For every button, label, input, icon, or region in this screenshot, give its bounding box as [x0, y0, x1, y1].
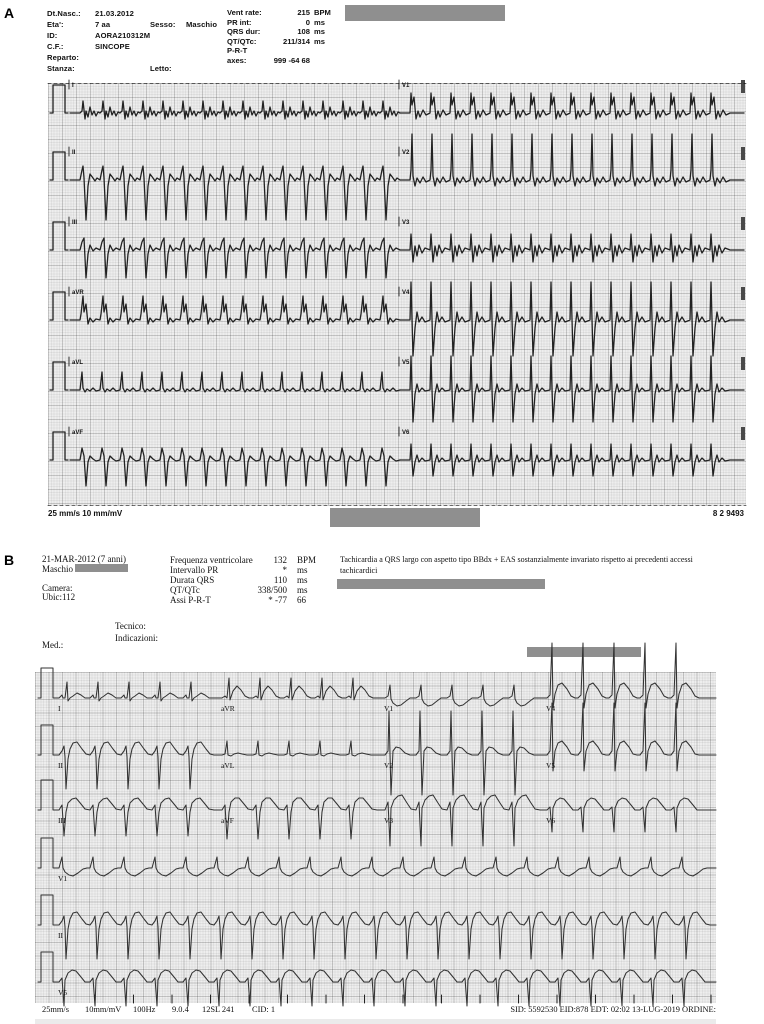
- redaction-bar: [337, 579, 545, 589]
- field-label: ID:: [47, 31, 58, 40]
- svg-text:V1: V1: [384, 704, 394, 713]
- field-value: SINCOPE: [95, 42, 130, 51]
- tecnico-label: Tecnico:: [115, 621, 146, 631]
- calibration-text: 25 mm/s 10 mm/mV: [48, 509, 123, 518]
- vital-value: 0: [305, 17, 310, 27]
- field-label: Stanza:: [47, 64, 75, 73]
- svg-text:V1: V1: [402, 83, 410, 89]
- measure-unit: BPM: [297, 555, 317, 565]
- svg-text:III: III: [72, 220, 78, 226]
- record-code: 8 2 9493: [712, 509, 744, 518]
- vitals-a: [227, 8, 331, 66]
- measure-value: *: [282, 565, 287, 575]
- patient-row: [47, 19, 217, 30]
- field-label: Dt.Nasc.:: [47, 9, 81, 18]
- vital-row: [227, 27, 331, 37]
- vital-label: P-R-T axes:: [227, 46, 248, 65]
- redaction-bar: [75, 564, 128, 572]
- svg-text:V4: V4: [402, 290, 410, 296]
- svg-text:II: II: [58, 761, 63, 770]
- panel-b-label: B: [4, 552, 15, 568]
- measure-row: [170, 555, 317, 565]
- ecg-waveform-a: [48, 83, 746, 506]
- field-label: Reparto:: [47, 53, 80, 62]
- measure-unit: 66: [297, 595, 306, 605]
- vital-label: QT/QTc:: [227, 36, 257, 46]
- svg-text:I: I: [58, 704, 61, 713]
- field-value: AORA210312M: [95, 31, 151, 40]
- field-label: Letto:: [150, 64, 172, 73]
- measure-row: [170, 575, 308, 585]
- svg-text:V3: V3: [402, 220, 410, 226]
- svg-text:II: II: [72, 150, 76, 156]
- field-value: Maschio: [186, 20, 218, 29]
- measure-label: QT/QTc: [170, 585, 200, 595]
- exam-date: 21-MAR-2012 (7 anni): [42, 554, 126, 564]
- svg-text:V2: V2: [402, 150, 410, 156]
- patient-info-b: [42, 555, 126, 603]
- indicazioni-label: Indicazioni:: [115, 633, 158, 643]
- svg-text:III: III: [58, 816, 66, 825]
- measure-label: Frequenza ventricolare: [170, 555, 253, 565]
- svg-text:aVL: aVL: [72, 360, 84, 366]
- vital-unit: ms: [314, 36, 325, 46]
- svg-text:V5: V5: [546, 761, 556, 770]
- field-value: Ubic:112: [42, 592, 76, 603]
- svg-text:V6: V6: [546, 816, 556, 825]
- field-value: 21.03.2012: [95, 9, 135, 18]
- vital-value: 999 -64 68: [273, 55, 310, 65]
- vital-row: [227, 8, 331, 18]
- panel-a-label: A: [4, 5, 15, 21]
- measurements-b: [170, 555, 317, 605]
- field-label: Eta':: [47, 20, 64, 29]
- measure-row: [170, 565, 308, 575]
- measure-value: 338/500: [257, 585, 287, 595]
- vital-label: PR int:: [227, 17, 252, 27]
- sex-value: Maschio: [42, 563, 73, 574]
- svg-text:V5: V5: [58, 988, 68, 997]
- ecg-grid-b: [35, 672, 716, 1003]
- measure-label: Durata QRS: [170, 575, 215, 585]
- field-label: C.F.:: [47, 42, 64, 51]
- measure-value: * -77: [268, 595, 287, 605]
- measure-value: 110: [273, 575, 287, 585]
- patient-row: [47, 8, 217, 19]
- redaction-bar: [330, 508, 480, 527]
- redaction-bar: [345, 5, 505, 21]
- svg-text:aVR: aVR: [221, 704, 235, 713]
- cid-text: CID: 1: [252, 1005, 276, 1014]
- bottom-grid-strip: [35, 1019, 716, 1024]
- vital-label: Vent rate:: [227, 8, 262, 17]
- vital-row: [227, 46, 331, 65]
- measure-unit: ms: [297, 565, 308, 575]
- diagnosis-text: Tachicardia a QRS largo con aspetto tipo BBdx + EAS sostanzialmente invariato rispetto ai precedenti accessi tachicardici: [340, 555, 693, 575]
- patient-info-a: [47, 8, 217, 74]
- vital-value: 215: [297, 8, 310, 17]
- measure-unit: ms: [297, 585, 308, 595]
- svg-text:aVF: aVF: [221, 816, 234, 825]
- svg-text:V5: V5: [402, 360, 410, 366]
- vital-label: QRS dur:: [227, 27, 261, 37]
- svg-text:V4: V4: [546, 704, 556, 713]
- svg-text:V3: V3: [384, 816, 394, 825]
- vital-unit: ms: [314, 17, 325, 27]
- vital-unit: BPM: [314, 8, 331, 17]
- svg-text:V6: V6: [402, 430, 410, 436]
- sid-text: SID: 5592530 EID:878 EDT: 02:02 13-LUG-2019 ORDINE:: [510, 1005, 716, 1014]
- patient-row: [47, 63, 217, 74]
- measure-label: Intervallo PR: [170, 565, 219, 575]
- svg-text:V1: V1: [58, 874, 68, 883]
- svg-text:aVF: aVF: [72, 430, 84, 436]
- patient-row: [47, 30, 217, 41]
- measure-unit: ms: [297, 575, 308, 585]
- vital-row: [227, 37, 331, 47]
- gain-text: 10mm/mV: [85, 1005, 122, 1014]
- measure-label: Assi P-R-T: [170, 595, 211, 605]
- measure-value: 132: [273, 555, 287, 565]
- patient-row: [47, 41, 217, 52]
- vital-value: 211/314: [282, 36, 310, 46]
- vital-row: [227, 18, 331, 28]
- svg-text:aVR: aVR: [72, 290, 84, 296]
- measure-row: [170, 595, 306, 605]
- patient-row: [47, 52, 217, 63]
- redaction-bar: [527, 647, 641, 657]
- version-text: 9.0.4: [172, 1005, 189, 1014]
- svg-text:I: I: [72, 83, 74, 89]
- med-label: Med.:: [42, 640, 64, 650]
- speed-text: 25mm/s: [42, 1005, 69, 1014]
- field-value: 7 aa: [95, 20, 111, 29]
- field-label: Camera:: [42, 582, 73, 593]
- ecg-waveform-b: [35, 672, 716, 1003]
- vital-value: 108: [297, 27, 310, 37]
- svg-text:II: II: [58, 931, 63, 940]
- algorithm-text: 12SL 241: [202, 1005, 235, 1014]
- svg-text:aVL: aVL: [221, 761, 235, 770]
- field-label: Sesso:: [150, 20, 176, 29]
- svg-text:V2: V2: [384, 761, 394, 770]
- vital-unit: ms: [314, 27, 325, 37]
- ecg-grid-a: [48, 83, 746, 506]
- filter-text: 100Hz: [133, 1005, 156, 1014]
- measure-row: [170, 585, 308, 595]
